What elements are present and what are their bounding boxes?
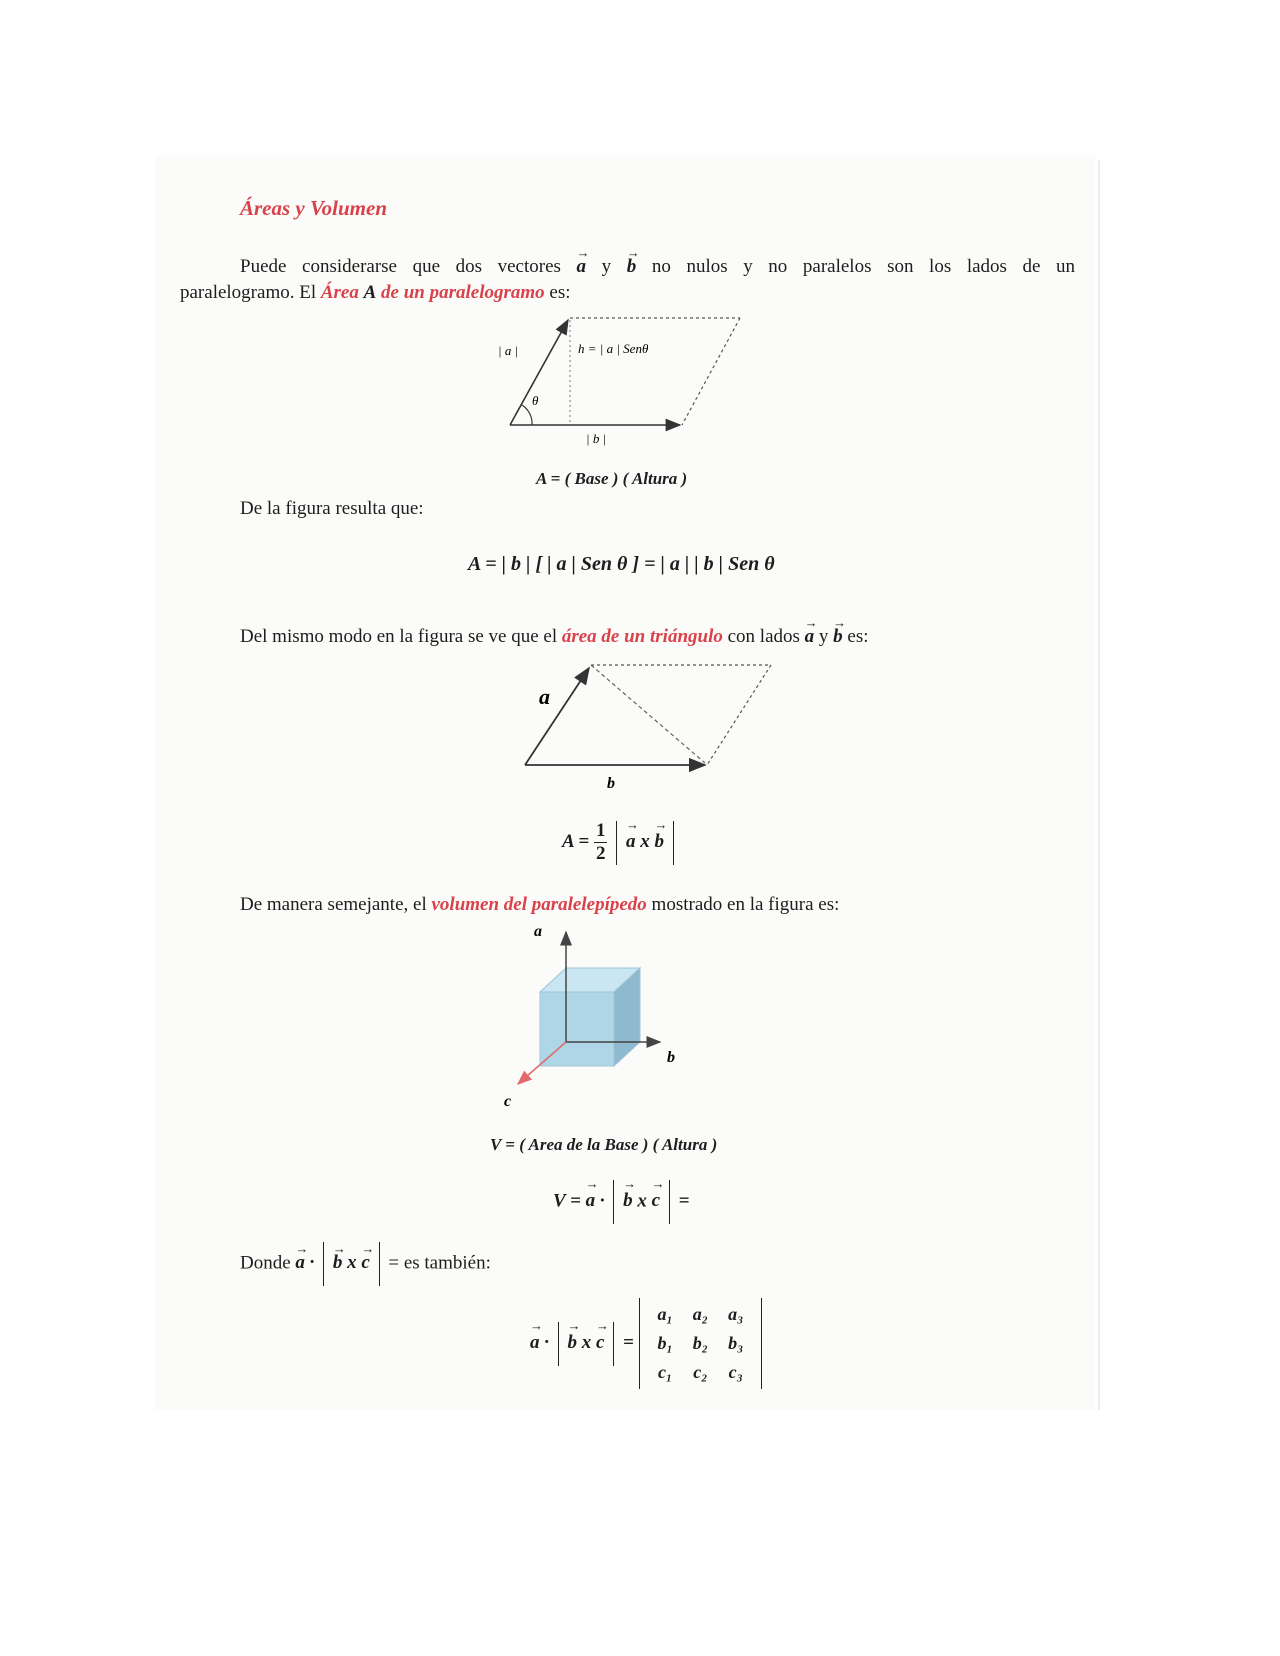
matrix-cell: b₂ [692,1333,709,1353]
text: Puede considerarse que dos vectores [240,256,561,277]
formula-area-sen: A = | b | [ | a | Sen θ ] = | a | | b | Sen θ [468,553,775,575]
vector-a: → a [804,615,818,647]
label-a: | a | [498,343,519,358]
paragraph-triangle: Del mismo modo en la figura se ve que el área de un triángulo con lados → a y → b es: [240,616,869,652]
matrix-cell: c₁ [658,1362,673,1382]
dashed-side [707,665,771,765]
label-b: b [607,775,615,792]
page-edge [1098,160,1100,1410]
parallelepiped-figure [490,920,700,1110]
paragraph-volume: De manera semejante, el volumen del paralelepípedo mostrado en la figura es: [240,894,840,915]
paragraph-line-1 [240,246,1075,282]
text: y [601,256,612,277]
formula-volume-base-height: V = ( Area de la Base ) ( Altura ) [490,1135,718,1154]
matrix-cell: c₂ [693,1362,708,1382]
determinant-matrix [639,1298,763,1389]
matrix-cell: a₂ [692,1304,709,1324]
page-title: Áreas y Volumen [240,196,388,220]
vector-a: → a [576,245,590,277]
text: no nulos y no paralelos son los lados de un [651,256,1076,277]
parallelogram-figure [490,315,770,450]
angle-arc [522,405,532,425]
highlight-parallelepiped: volumen del paralelepípedo [431,894,647,915]
vector-b: → b [626,245,640,277]
matrix-cell: b₁ [657,1333,673,1353]
highlight-triangle: área de un triángulo [561,626,723,647]
formula-area-base-height: A = ( Base ) ( Altura ) [536,469,688,488]
label-axis-b: b [667,1049,675,1066]
text-resulta: De la figura resulta que: [240,498,424,519]
label-axis-a: a [534,923,542,940]
triangle-figure [515,660,785,795]
label-axis-c: c [504,1093,512,1110]
matrix-cell: a₁ [657,1304,673,1324]
matrix-cell: a₃ [728,1304,744,1324]
paragraph-line-2: paralelogramo. El Área A de un paralelogramo es: [180,282,571,303]
fraction-one-half: $\frac{1}{2}$ [595,820,606,864]
matrix-cell: c₃ [728,1362,743,1382]
formula-determinant: → a · → b x → c = a₁ a₂ a₃ b₁ b₂ b₃ c₁ c₂ c₃ [530,1298,762,1389]
dashed-side [682,318,740,425]
highlight-area: Área [320,282,359,303]
label-a: a [539,684,550,709]
formula-triangle: A = $\frac{1}{2}$ → a x → b [562,820,678,865]
label-h: h = | a | Senθ [578,341,649,356]
vector-a-arrow [510,320,568,425]
vector-b: → b [833,615,847,647]
highlight-parallelogram: de un paralelogramo [381,282,545,303]
vector-a-arrow [525,668,589,765]
label-b: | b | [586,431,607,446]
paragraph-donde: Donde → a · → b x → c = es también: [240,1242,491,1286]
formula-volume-triple: V = → a · → b x → c = [553,1180,689,1224]
diagonal [591,665,705,763]
matrix-cell: b₃ [728,1333,744,1353]
label-theta: θ [532,393,539,408]
